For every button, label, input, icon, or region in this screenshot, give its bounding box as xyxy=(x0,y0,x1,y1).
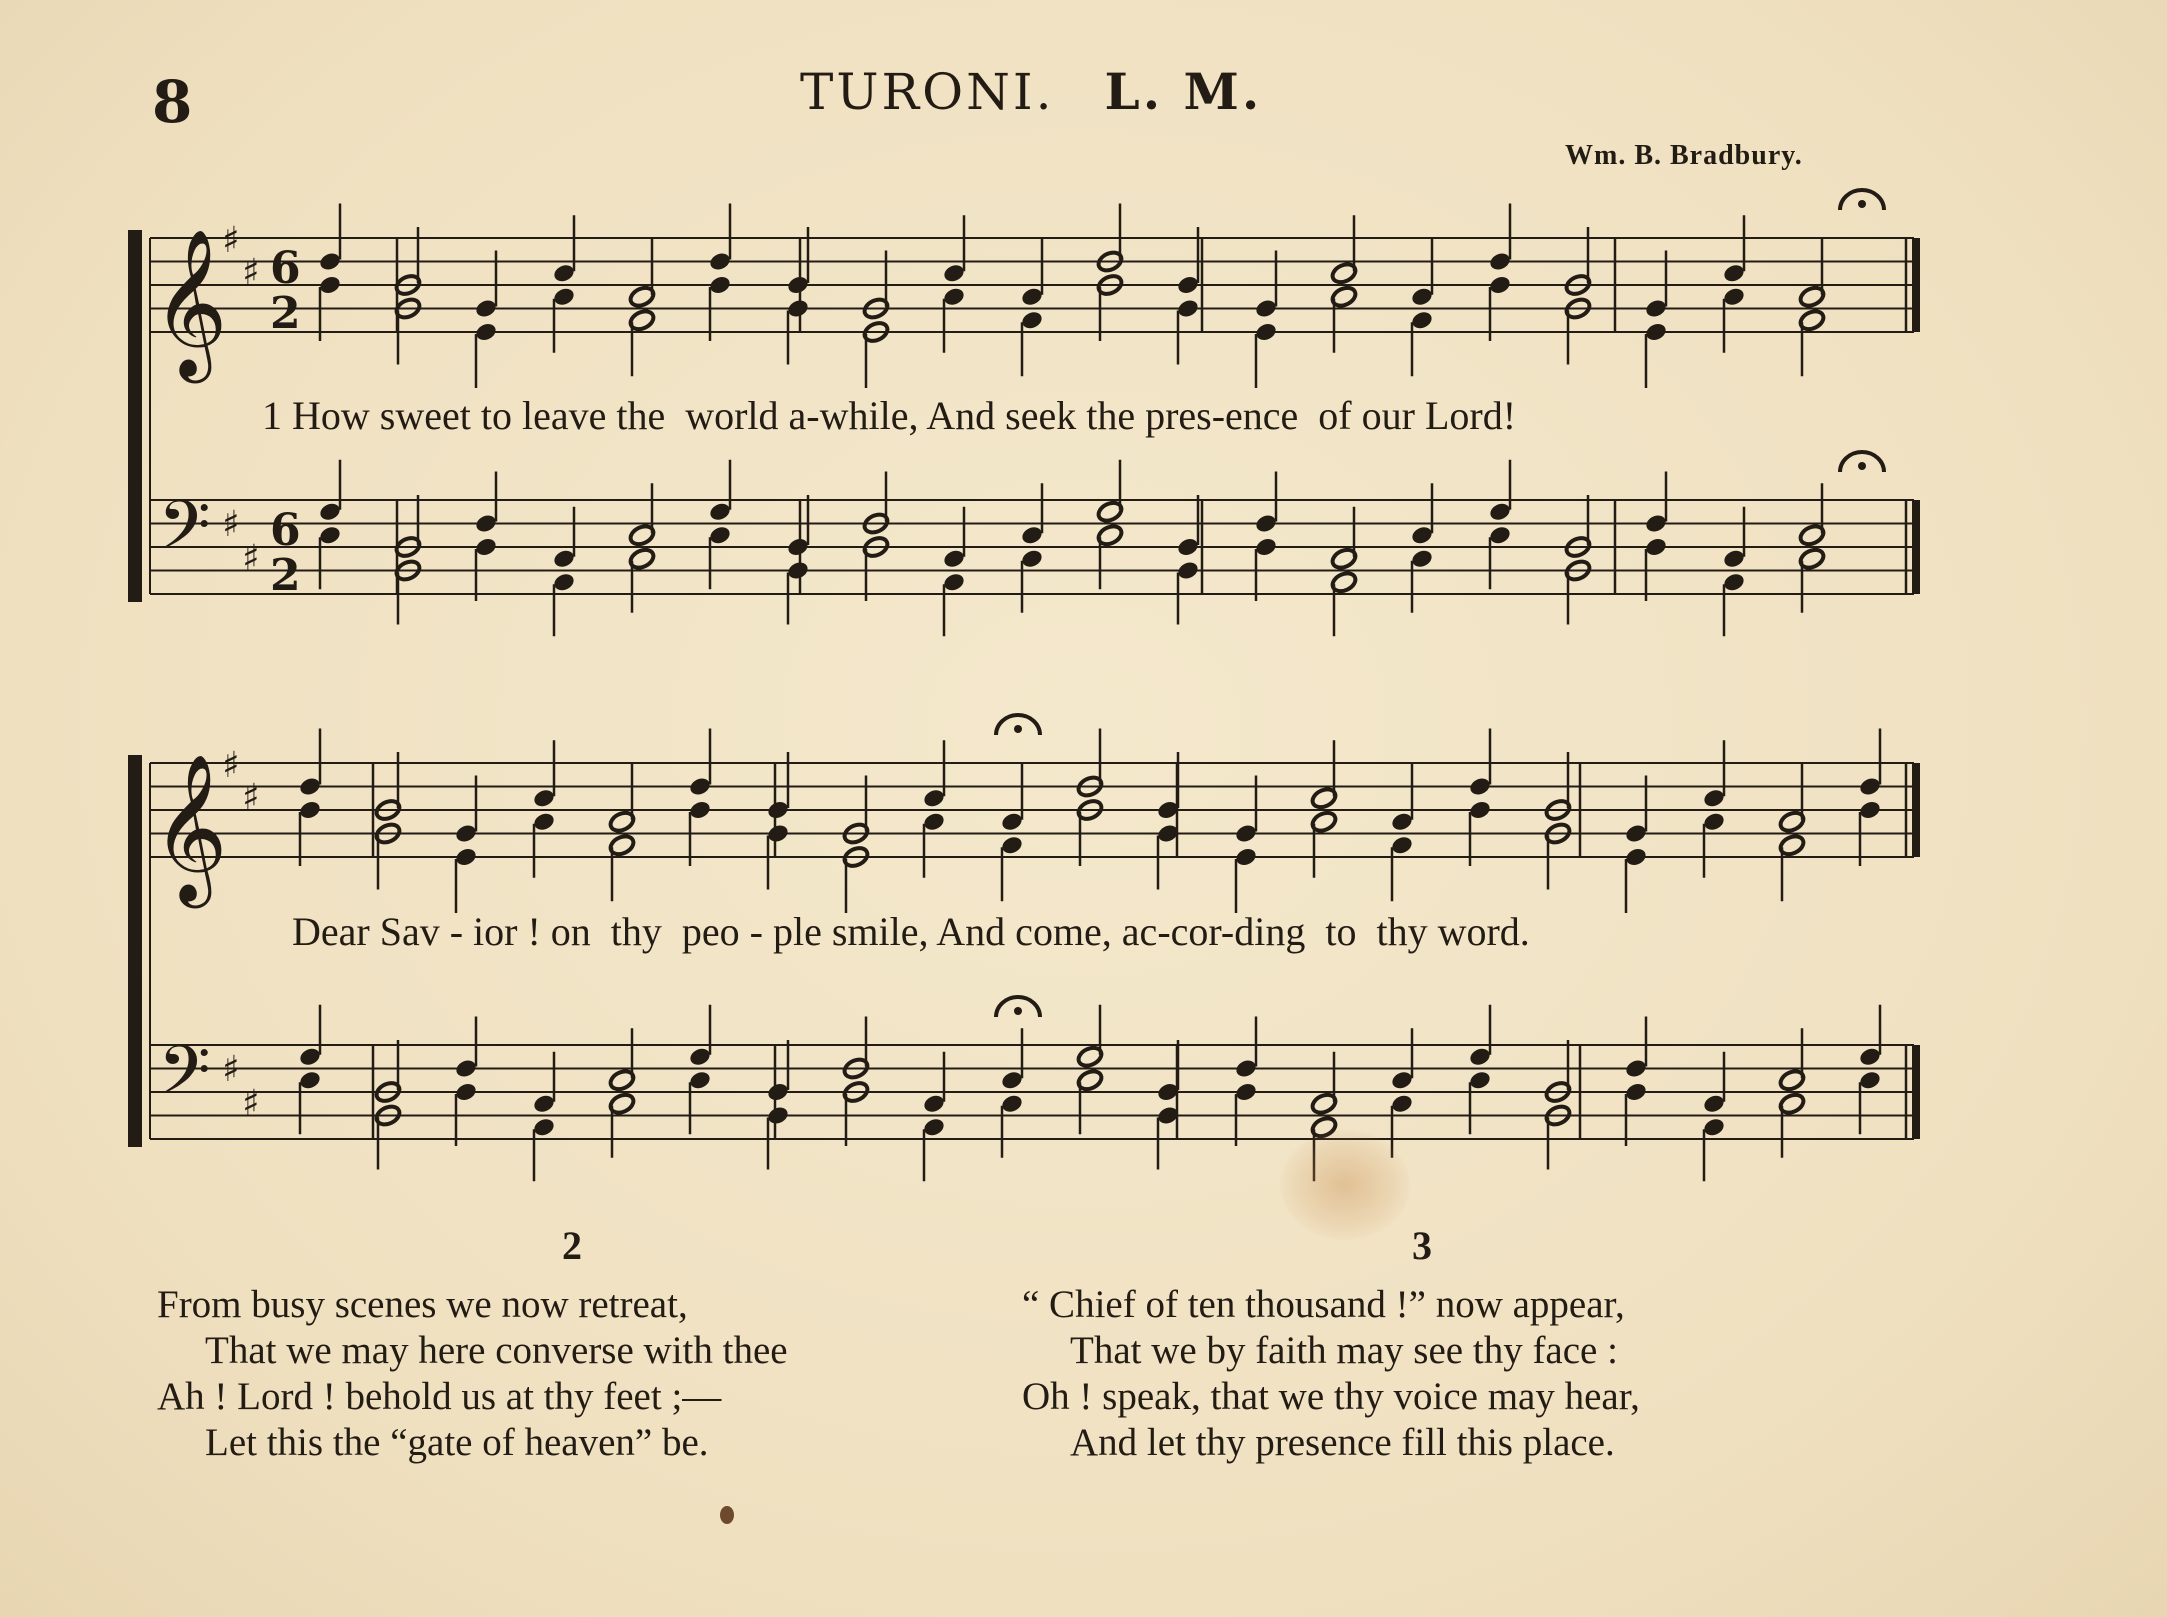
bass-clef-icon: 𝄢 xyxy=(158,1032,211,1127)
treble-clef-icon: 𝄞 xyxy=(152,228,228,377)
note-head xyxy=(1722,286,1746,308)
note-head xyxy=(1488,250,1512,272)
note-head xyxy=(786,297,810,319)
note-head xyxy=(532,787,556,809)
note-head xyxy=(766,1104,790,1126)
note-head xyxy=(1722,571,1746,593)
note-head xyxy=(1468,775,1492,797)
note-head xyxy=(1000,834,1024,856)
note-head xyxy=(1390,834,1414,856)
note-head xyxy=(1702,811,1726,833)
verse-line: Let this the “gate of heaven” be. xyxy=(205,1421,709,1464)
note-head xyxy=(1390,811,1414,833)
sharp-icon: ♯ xyxy=(242,776,260,818)
note-head xyxy=(922,811,946,833)
sharp-icon: ♯ xyxy=(222,744,240,786)
note-head xyxy=(532,811,556,833)
note-head xyxy=(1000,1069,1024,1091)
note-head xyxy=(454,1057,478,1079)
note-head xyxy=(298,799,322,821)
note-head xyxy=(552,571,576,593)
note-head xyxy=(1702,1093,1726,1115)
sharp-icon: ♯ xyxy=(242,537,260,579)
note-head xyxy=(766,1081,790,1103)
note-head xyxy=(1624,822,1648,844)
note-head xyxy=(552,548,576,570)
ink-speck xyxy=(720,1506,734,1524)
note-head xyxy=(1858,775,1882,797)
note-head xyxy=(1722,548,1746,570)
note-head xyxy=(942,262,966,284)
final-barline xyxy=(1912,1045,1920,1139)
tune-name: TURONI. xyxy=(800,63,1055,121)
lyric-line-1: 1 How sweet to leave the world a-while, And seek the pres-ence of our Lord! xyxy=(262,393,1517,438)
note-head xyxy=(1644,536,1668,558)
fermata-icon xyxy=(1858,462,1866,470)
composer-credit: Wm. B. Bradbury. xyxy=(1565,140,1803,171)
verse-line: “ Chief of ten thousand !” now appear, xyxy=(1022,1283,1625,1326)
note-head xyxy=(786,559,810,581)
note-head xyxy=(1234,1081,1258,1103)
note-head xyxy=(688,1046,712,1068)
note-head xyxy=(1390,1093,1414,1115)
note-head xyxy=(1488,274,1512,296)
note-head xyxy=(552,286,576,308)
note-head xyxy=(532,1093,556,1115)
verse-line: That we by faith may see thy face : xyxy=(1070,1329,1618,1372)
note-head xyxy=(1000,811,1024,833)
note-head xyxy=(1644,297,1668,319)
note-head xyxy=(1468,799,1492,821)
time-signature-top: 6 xyxy=(270,505,301,556)
final-barline xyxy=(1912,238,1920,332)
note-head xyxy=(1390,1069,1414,1091)
note-head xyxy=(1254,321,1278,343)
note-head xyxy=(708,501,732,523)
note-head xyxy=(318,524,342,546)
note-head xyxy=(1176,559,1200,581)
note-head xyxy=(1234,1057,1258,1079)
note-head xyxy=(1020,309,1044,331)
note-head xyxy=(1722,262,1746,284)
note-head xyxy=(552,262,576,284)
note-head xyxy=(786,274,810,296)
verse-number: 2 xyxy=(562,1223,582,1268)
sharp-icon: ♯ xyxy=(242,1082,260,1124)
note-head xyxy=(922,1116,946,1138)
verse-line: Oh ! speak, that we thy voice may hear, xyxy=(1022,1375,1640,1418)
fermata-icon xyxy=(1014,1007,1022,1015)
note-head xyxy=(474,512,498,534)
note-head xyxy=(474,321,498,343)
final-barline xyxy=(1912,500,1920,594)
note-head xyxy=(298,1069,322,1091)
note-head xyxy=(1410,286,1434,308)
water-stain xyxy=(1280,1130,1410,1240)
note-head xyxy=(1410,309,1434,331)
note-head xyxy=(298,775,322,797)
bass-clef-icon: 𝄢 xyxy=(158,487,211,582)
note-head xyxy=(454,846,478,868)
note-head xyxy=(1234,846,1258,868)
note-head xyxy=(454,1081,478,1103)
note-head xyxy=(922,787,946,809)
note-head xyxy=(766,799,790,821)
note-head xyxy=(1254,512,1278,534)
note-head xyxy=(1254,536,1278,558)
note-head xyxy=(318,250,342,272)
note-head xyxy=(688,1069,712,1091)
note-head xyxy=(766,822,790,844)
note-head xyxy=(1644,512,1668,534)
note-head xyxy=(1858,1069,1882,1091)
note-head xyxy=(942,286,966,308)
note-head xyxy=(1644,321,1668,343)
note-head xyxy=(708,274,732,296)
note-head xyxy=(942,571,966,593)
note-head xyxy=(1254,297,1278,319)
note-head xyxy=(1410,524,1434,546)
note-head xyxy=(474,297,498,319)
note-head xyxy=(298,1046,322,1068)
fermata-icon xyxy=(1858,200,1866,208)
note-head xyxy=(532,1116,556,1138)
note-head xyxy=(1234,822,1258,844)
note-head xyxy=(1858,1046,1882,1068)
note-head xyxy=(1176,297,1200,319)
note-head xyxy=(1176,274,1200,296)
sharp-icon: ♯ xyxy=(222,503,240,545)
sharp-icon: ♯ xyxy=(222,219,240,261)
sharp-icon: ♯ xyxy=(222,1048,240,1090)
note-head xyxy=(454,822,478,844)
note-head xyxy=(922,1093,946,1115)
note-head xyxy=(1020,286,1044,308)
note-head xyxy=(1624,846,1648,868)
system-brace xyxy=(128,755,142,1147)
lyric-line-2: Dear Sav - ior ! on thy peo - ple smile, And come, ac-cor-ding to thy word. xyxy=(292,909,1530,954)
note-head xyxy=(688,775,712,797)
time-signature-bottom: 2 xyxy=(270,288,301,339)
system-brace xyxy=(128,230,142,602)
note-head xyxy=(1624,1081,1648,1103)
note-head xyxy=(1702,787,1726,809)
treble-clef-icon: 𝄞 xyxy=(152,753,228,902)
note-head xyxy=(1410,548,1434,570)
verse-line: From busy scenes we now retreat, xyxy=(157,1283,688,1326)
verse-number: 3 xyxy=(1412,1223,1432,1268)
note-head xyxy=(688,799,712,821)
final-barline xyxy=(1912,763,1920,857)
note-head xyxy=(1468,1046,1492,1068)
note-head xyxy=(708,250,732,272)
note-head xyxy=(708,524,732,546)
note-head xyxy=(1020,524,1044,546)
note-head xyxy=(1858,799,1882,821)
note-head xyxy=(1020,548,1044,570)
note-head xyxy=(318,501,342,523)
note-head xyxy=(1488,501,1512,523)
fermata-icon xyxy=(1014,725,1022,733)
note-head xyxy=(1488,524,1512,546)
note-head xyxy=(1468,1069,1492,1091)
note-head xyxy=(1000,1093,1024,1115)
note-head xyxy=(474,536,498,558)
note-head xyxy=(1624,1057,1648,1079)
note-head xyxy=(786,536,810,558)
note-head xyxy=(942,548,966,570)
verse-line: And let thy presence fill this place. xyxy=(1070,1421,1615,1464)
verse-line: That we may here converse with thee xyxy=(205,1329,788,1372)
meter: L. M. xyxy=(1104,62,1263,121)
sharp-icon: ♯ xyxy=(242,251,260,293)
note-head xyxy=(318,274,342,296)
page-number: 8 xyxy=(152,68,193,136)
verse-2 xyxy=(157,1282,987,1466)
time-signature-top: 6 xyxy=(270,243,301,294)
time-signature-bottom: 2 xyxy=(270,550,301,601)
verse-3 xyxy=(1022,1282,1862,1466)
note-head xyxy=(1176,536,1200,558)
verse-line: Ah ! Lord ! behold us at thy feet ;— xyxy=(157,1375,722,1418)
note-head xyxy=(1702,1116,1726,1138)
